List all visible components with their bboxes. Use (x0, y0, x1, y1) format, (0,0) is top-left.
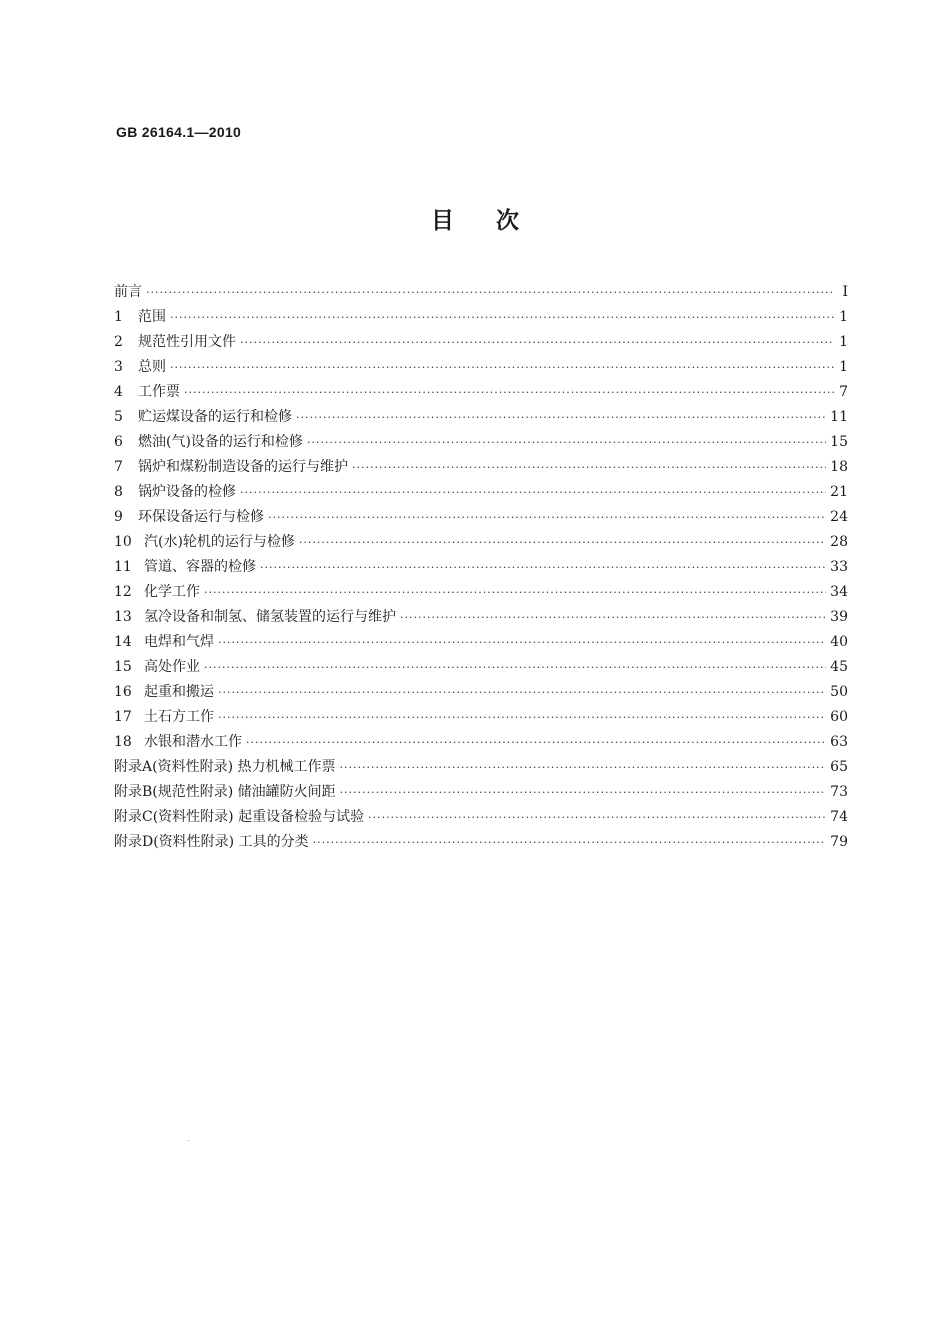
toc-entry-page: 33 (830, 559, 848, 575)
toc-entry[interactable] (114, 455, 848, 480)
toc-entry-page: 63 (830, 734, 848, 750)
toc-entry-number: 8 (114, 484, 123, 500)
toc-entry-label: 汽(水)轮机的运行与检修 (144, 534, 295, 550)
toc-entry-number: 4 (114, 384, 123, 400)
toc-entry-page: 65 (830, 759, 848, 775)
toc-entry-page: 21 (830, 484, 848, 500)
toc-dot-leader (240, 330, 834, 355)
toc-entry[interactable] (114, 380, 848, 405)
toc-dot-leader (246, 730, 826, 755)
toc-dot-leader (400, 605, 826, 630)
scan-artifact (188, 1140, 189, 1141)
toc-entry-page: 1 (839, 359, 848, 375)
toc-entry-label: 规范性引用文件 (138, 334, 236, 350)
toc-entry-page: 45 (830, 659, 848, 675)
toc-dot-leader (204, 655, 826, 680)
toc-dot-leader (299, 530, 826, 555)
toc-dot-leader (368, 805, 826, 830)
toc-entry-page: 11 (830, 409, 848, 425)
toc-entry[interactable] (114, 655, 848, 680)
toc-entry-label: 锅炉和煤粉制造设备的运行与维护 (138, 459, 348, 475)
standard-number: GB 26164.1—2010 (116, 124, 242, 140)
toc-entry-number: 9 (114, 509, 123, 525)
toc-entry-label: 管道、容器的检修 (144, 559, 256, 575)
toc-entry[interactable] (114, 755, 848, 780)
toc-entry[interactable] (114, 530, 848, 555)
toc-entry[interactable] (114, 280, 848, 305)
toc-entry-label: 水银和潜水工作 (144, 734, 242, 750)
toc-entry-number: 15 (114, 659, 132, 675)
toc-entry-label: 高处作业 (144, 659, 200, 675)
toc-dot-leader (218, 630, 826, 655)
toc-dot-leader (340, 780, 827, 805)
toc-entry-label: 电焊和气焊 (144, 634, 214, 650)
toc-entry-number: 17 (114, 709, 132, 725)
toc-entry[interactable] (114, 730, 848, 755)
toc-entry-page: 1 (839, 309, 848, 325)
toc-entry[interactable] (114, 630, 848, 655)
toc-entry-label: 范围 (138, 309, 166, 325)
toc-entry[interactable] (114, 505, 848, 530)
toc-entry-label: 附录D(资料性附录) 工具的分类 (114, 834, 309, 850)
toc-entry-label: 前言 (114, 284, 142, 300)
toc-entry[interactable] (114, 780, 848, 805)
toc-dot-leader (218, 680, 826, 705)
toc-entry-number: 10 (114, 534, 132, 550)
toc-entry-label: 附录B(规范性附录) 储油罐防火间距 (114, 784, 336, 800)
toc-entry[interactable] (114, 405, 848, 430)
toc-entry[interactable] (114, 555, 848, 580)
toc-entry-label: 氢冷设备和制氢、储氢装置的运行与维护 (144, 609, 396, 625)
toc-entry-label: 附录A(资料性附录) 热力机械工作票 (114, 759, 336, 775)
toc-dot-leader (260, 555, 826, 580)
toc-entry-label: 土石方工作 (144, 709, 214, 725)
table-of-contents (114, 280, 848, 855)
toc-entry-page: 1 (839, 334, 848, 350)
toc-entry[interactable] (114, 430, 848, 455)
toc-entry[interactable] (114, 355, 848, 380)
toc-entry-number: 16 (114, 684, 132, 700)
toc-dot-leader (307, 430, 826, 455)
toc-entry-page: 28 (830, 534, 848, 550)
toc-entry-label: 贮运煤设备的运行和检修 (138, 409, 292, 425)
toc-entry-label: 总则 (138, 359, 166, 375)
toc-entry-number: 2 (114, 334, 123, 350)
toc-dot-leader (313, 830, 827, 855)
toc-entry-page: 50 (830, 684, 848, 700)
toc-entry[interactable] (114, 680, 848, 705)
toc-dot-leader (170, 355, 834, 380)
toc-entry-number: 11 (114, 559, 132, 575)
toc-entry[interactable] (114, 805, 848, 830)
toc-dot-leader (240, 480, 826, 505)
toc-dot-leader (204, 580, 826, 605)
toc-entry-label: 锅炉设备的检修 (138, 484, 236, 500)
toc-entry-label: 化学工作 (144, 584, 200, 600)
toc-dot-leader (339, 755, 826, 780)
toc-entry-page: 34 (830, 584, 848, 600)
toc-entry-number: 12 (114, 584, 132, 600)
toc-entry-page: 24 (830, 509, 848, 525)
toc-dot-leader (146, 280, 834, 305)
toc-dot-leader (352, 455, 826, 480)
toc-entry-number: 6 (114, 434, 123, 450)
toc-dot-leader (218, 705, 826, 730)
toc-entry[interactable] (114, 605, 848, 630)
toc-entry[interactable] (114, 705, 848, 730)
toc-entry-label: 环保设备运行与检修 (138, 509, 264, 525)
toc-entry-number: 13 (114, 609, 132, 625)
toc-entry[interactable] (114, 305, 848, 330)
toc-entry-label: 起重和搬运 (144, 684, 214, 700)
toc-entry-page: 39 (830, 609, 848, 625)
toc-entry-label: 燃油(气)设备的运行和检修 (138, 434, 303, 450)
toc-dot-leader (170, 305, 834, 330)
toc-entry-page: 7 (839, 384, 848, 400)
toc-entry-number: 5 (114, 409, 123, 425)
toc-entry[interactable] (114, 580, 848, 605)
page-title: 目次 (431, 207, 561, 234)
toc-entry-page: 60 (830, 709, 848, 725)
toc-dot-leader (296, 405, 826, 430)
toc-entry[interactable] (114, 330, 848, 355)
toc-entry-page: 18 (830, 459, 848, 475)
toc-entry-page: 79 (830, 834, 848, 850)
toc-entry-label: 工作票 (138, 384, 180, 400)
toc-entry-page: Ⅰ (842, 284, 848, 300)
toc-entry-page: 40 (830, 634, 848, 650)
toc-entry[interactable] (114, 480, 848, 505)
toc-entry-label: 附录C(资料性附录) 起重设备检验与试验 (114, 809, 365, 825)
toc-entry-page: 74 (830, 809, 848, 825)
toc-entry-page: 73 (830, 784, 848, 800)
toc-entry-number: 14 (114, 634, 132, 650)
toc-dot-leader (184, 380, 834, 405)
toc-entry-number: 3 (114, 359, 123, 375)
toc-entry-number: 7 (114, 459, 123, 475)
toc-entry-page: 15 (830, 434, 848, 450)
toc-entry[interactable] (114, 830, 848, 855)
toc-entry-number: 18 (114, 734, 132, 750)
toc-entry-number: 1 (114, 309, 123, 325)
toc-dot-leader (268, 505, 826, 530)
